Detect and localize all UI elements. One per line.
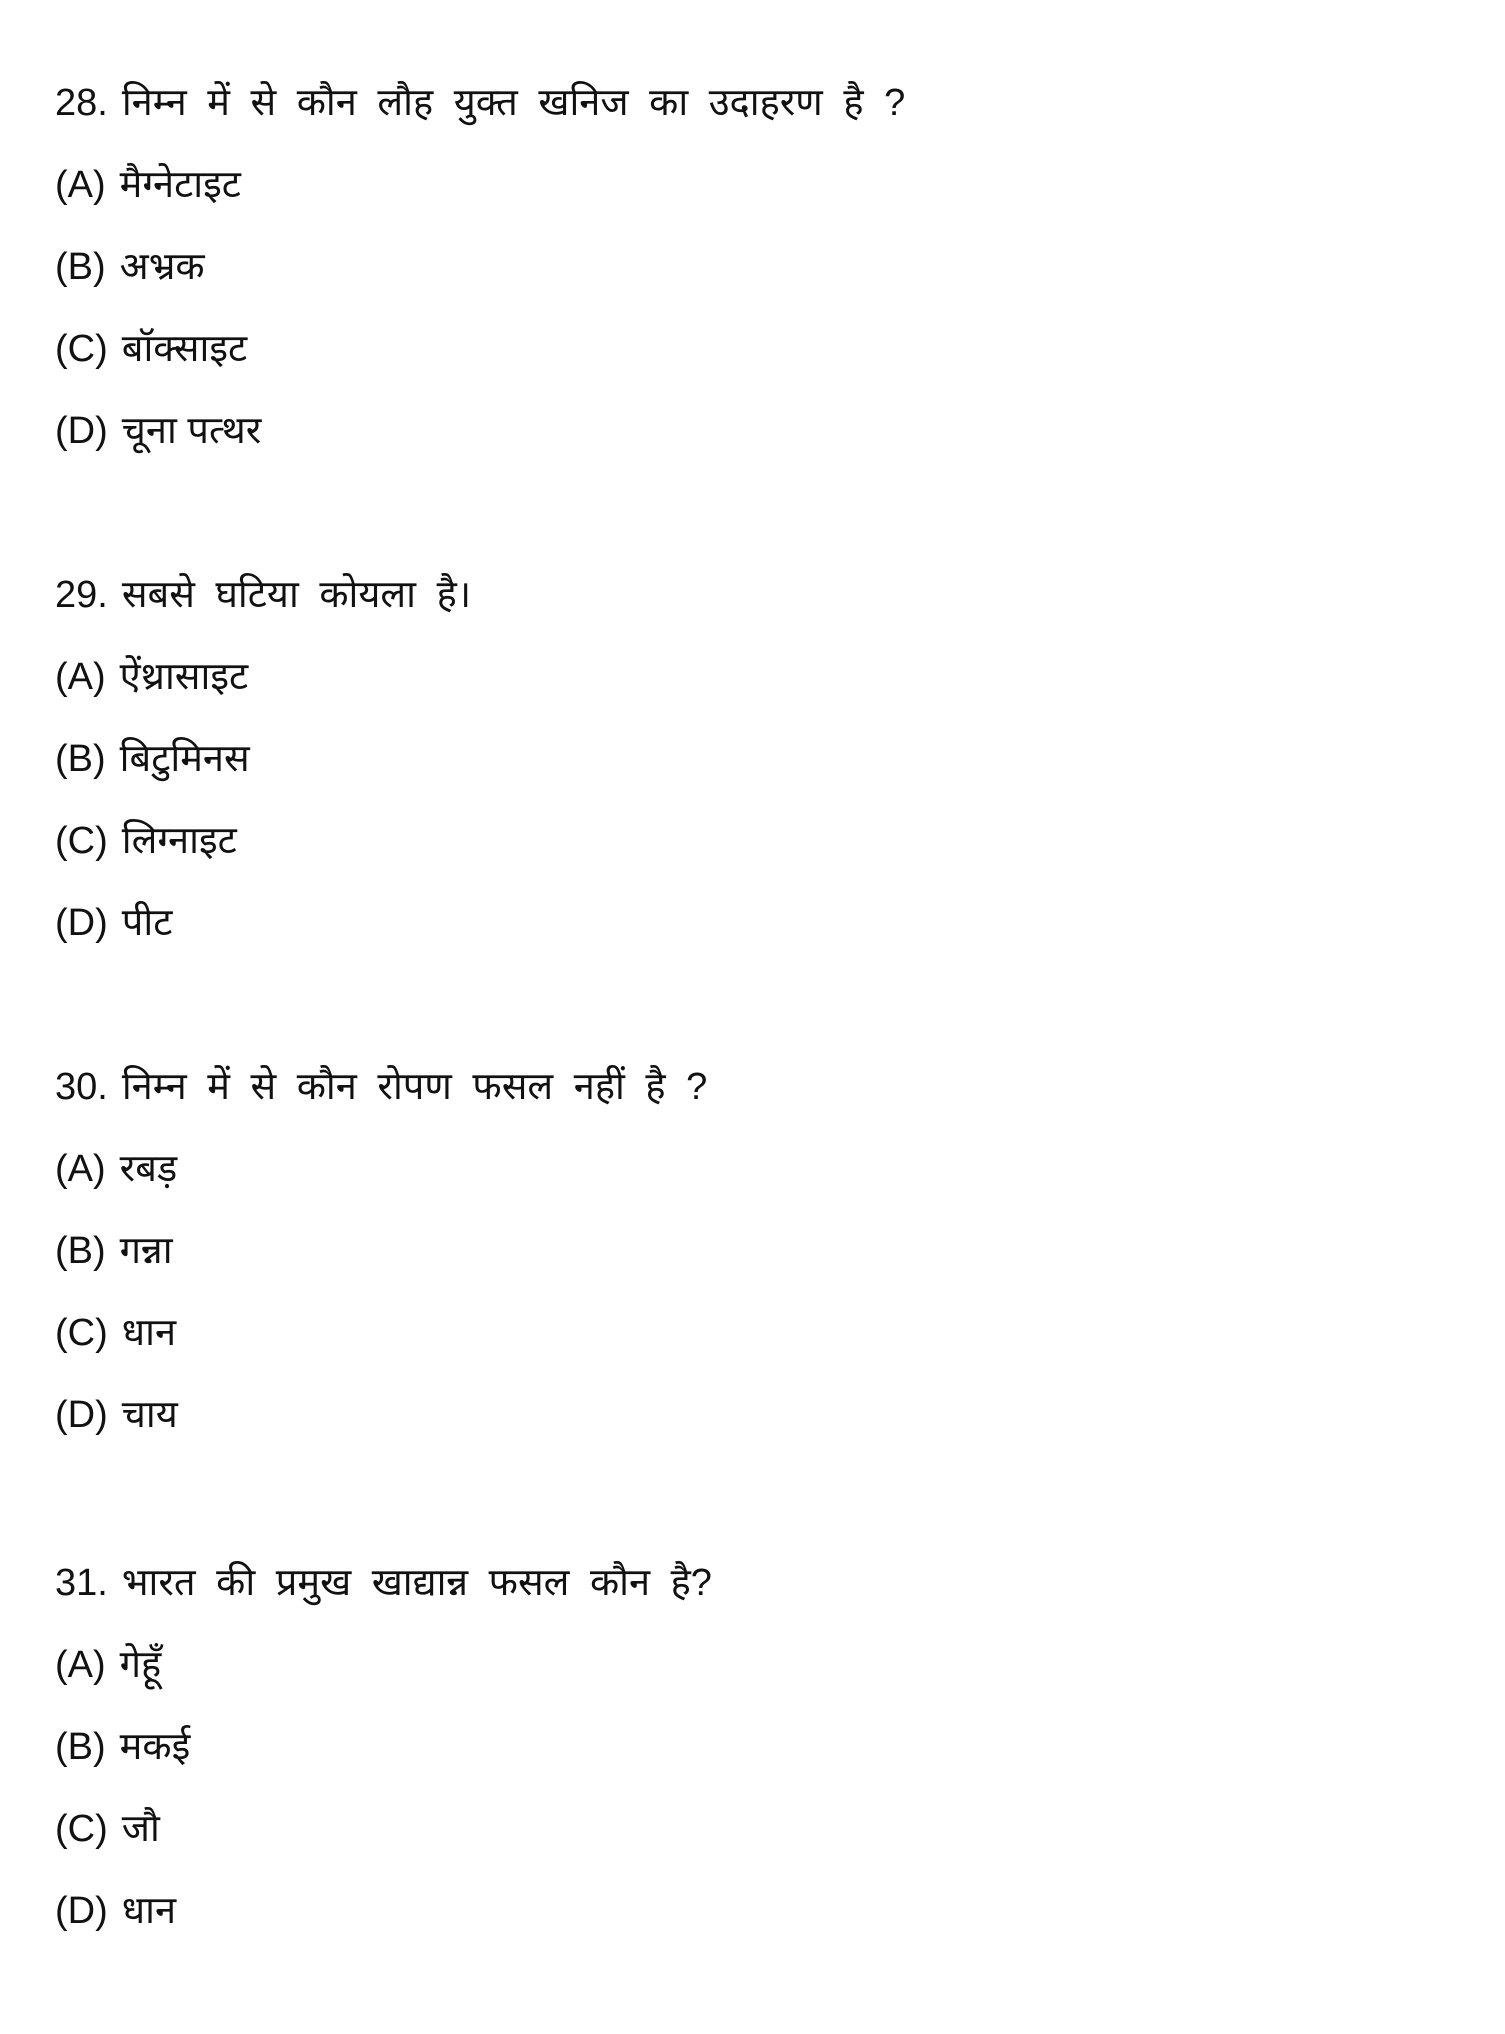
option-label: (D) — [55, 1890, 108, 1932]
question-number: 29. — [55, 574, 108, 616]
option-b — [55, 1210, 1455, 1292]
option-label: (A) — [55, 1644, 106, 1686]
option-text: मैग्नेटाइट — [119, 164, 241, 206]
option-text: पीट — [121, 902, 173, 944]
option-a — [55, 636, 1455, 718]
option-text: गन्ना — [119, 1230, 173, 1272]
option-text: चूना पत्थर — [121, 410, 262, 452]
option-text: धान — [121, 1890, 177, 1932]
option-label: (A) — [55, 164, 106, 206]
question-line — [55, 1046, 1455, 1128]
option-d — [55, 1374, 1455, 1456]
option-label: (B) — [55, 1230, 106, 1272]
option-d — [55, 882, 1455, 964]
option-label: (B) — [55, 246, 106, 288]
option-label: (C) — [55, 1808, 108, 1850]
question-text: सबसे घटिया कोयला है। — [121, 574, 472, 616]
question-line — [55, 554, 1455, 636]
question-block — [55, 554, 1455, 964]
question-number: 28. — [55, 82, 108, 124]
question-block — [55, 62, 1455, 472]
question-number: 31. — [55, 1562, 108, 1604]
option-text: जौ — [121, 1808, 160, 1850]
option-text: धान — [121, 1312, 177, 1354]
option-label: (D) — [55, 410, 108, 452]
option-label: (D) — [55, 902, 108, 944]
option-text: रबड़ — [119, 1148, 178, 1190]
option-label: (B) — [55, 1726, 106, 1768]
option-label: (C) — [55, 1312, 108, 1354]
question-text: भारत की प्रमुख खाद्यान्न फसल कौन है? — [121, 1562, 712, 1604]
option-text: ऐंथ्रासाइट — [119, 656, 249, 698]
option-label: (C) — [55, 820, 108, 862]
option-b — [55, 718, 1455, 800]
option-d — [55, 1870, 1455, 1952]
option-text: बॉक्साइट — [121, 328, 248, 370]
question-line — [55, 62, 1455, 144]
option-c — [55, 800, 1455, 882]
option-b — [55, 1706, 1455, 1788]
option-label: (C) — [55, 328, 108, 370]
option-text: चाय — [121, 1394, 178, 1436]
option-c — [55, 1292, 1455, 1374]
option-c — [55, 1788, 1455, 1870]
question-block — [55, 1542, 1455, 1952]
option-c — [55, 308, 1455, 390]
question-number: 30. — [55, 1066, 108, 1108]
question-block — [55, 1046, 1455, 1456]
question-text: निम्न में से कौन लौह युक्त खनिज का उदाहरण है ? — [121, 82, 906, 124]
option-label: (D) — [55, 1394, 108, 1436]
question-line — [55, 1542, 1455, 1624]
option-text: मकई — [119, 1726, 191, 1768]
question-text: निम्न में से कौन रोपण फसल नहीं है ? — [121, 1066, 708, 1108]
option-label: (B) — [55, 738, 106, 780]
option-label: (A) — [55, 1148, 106, 1190]
option-a — [55, 1128, 1455, 1210]
option-text: लिग्नाइट — [121, 820, 237, 862]
option-d — [55, 390, 1455, 472]
option-label: (A) — [55, 656, 106, 698]
option-text: बिटुमिनस — [119, 738, 250, 780]
option-a — [55, 144, 1455, 226]
option-a — [55, 1624, 1455, 1706]
option-text: अभ्रक — [119, 246, 205, 288]
option-b — [55, 226, 1455, 308]
option-text: गेहूँ — [119, 1644, 162, 1686]
